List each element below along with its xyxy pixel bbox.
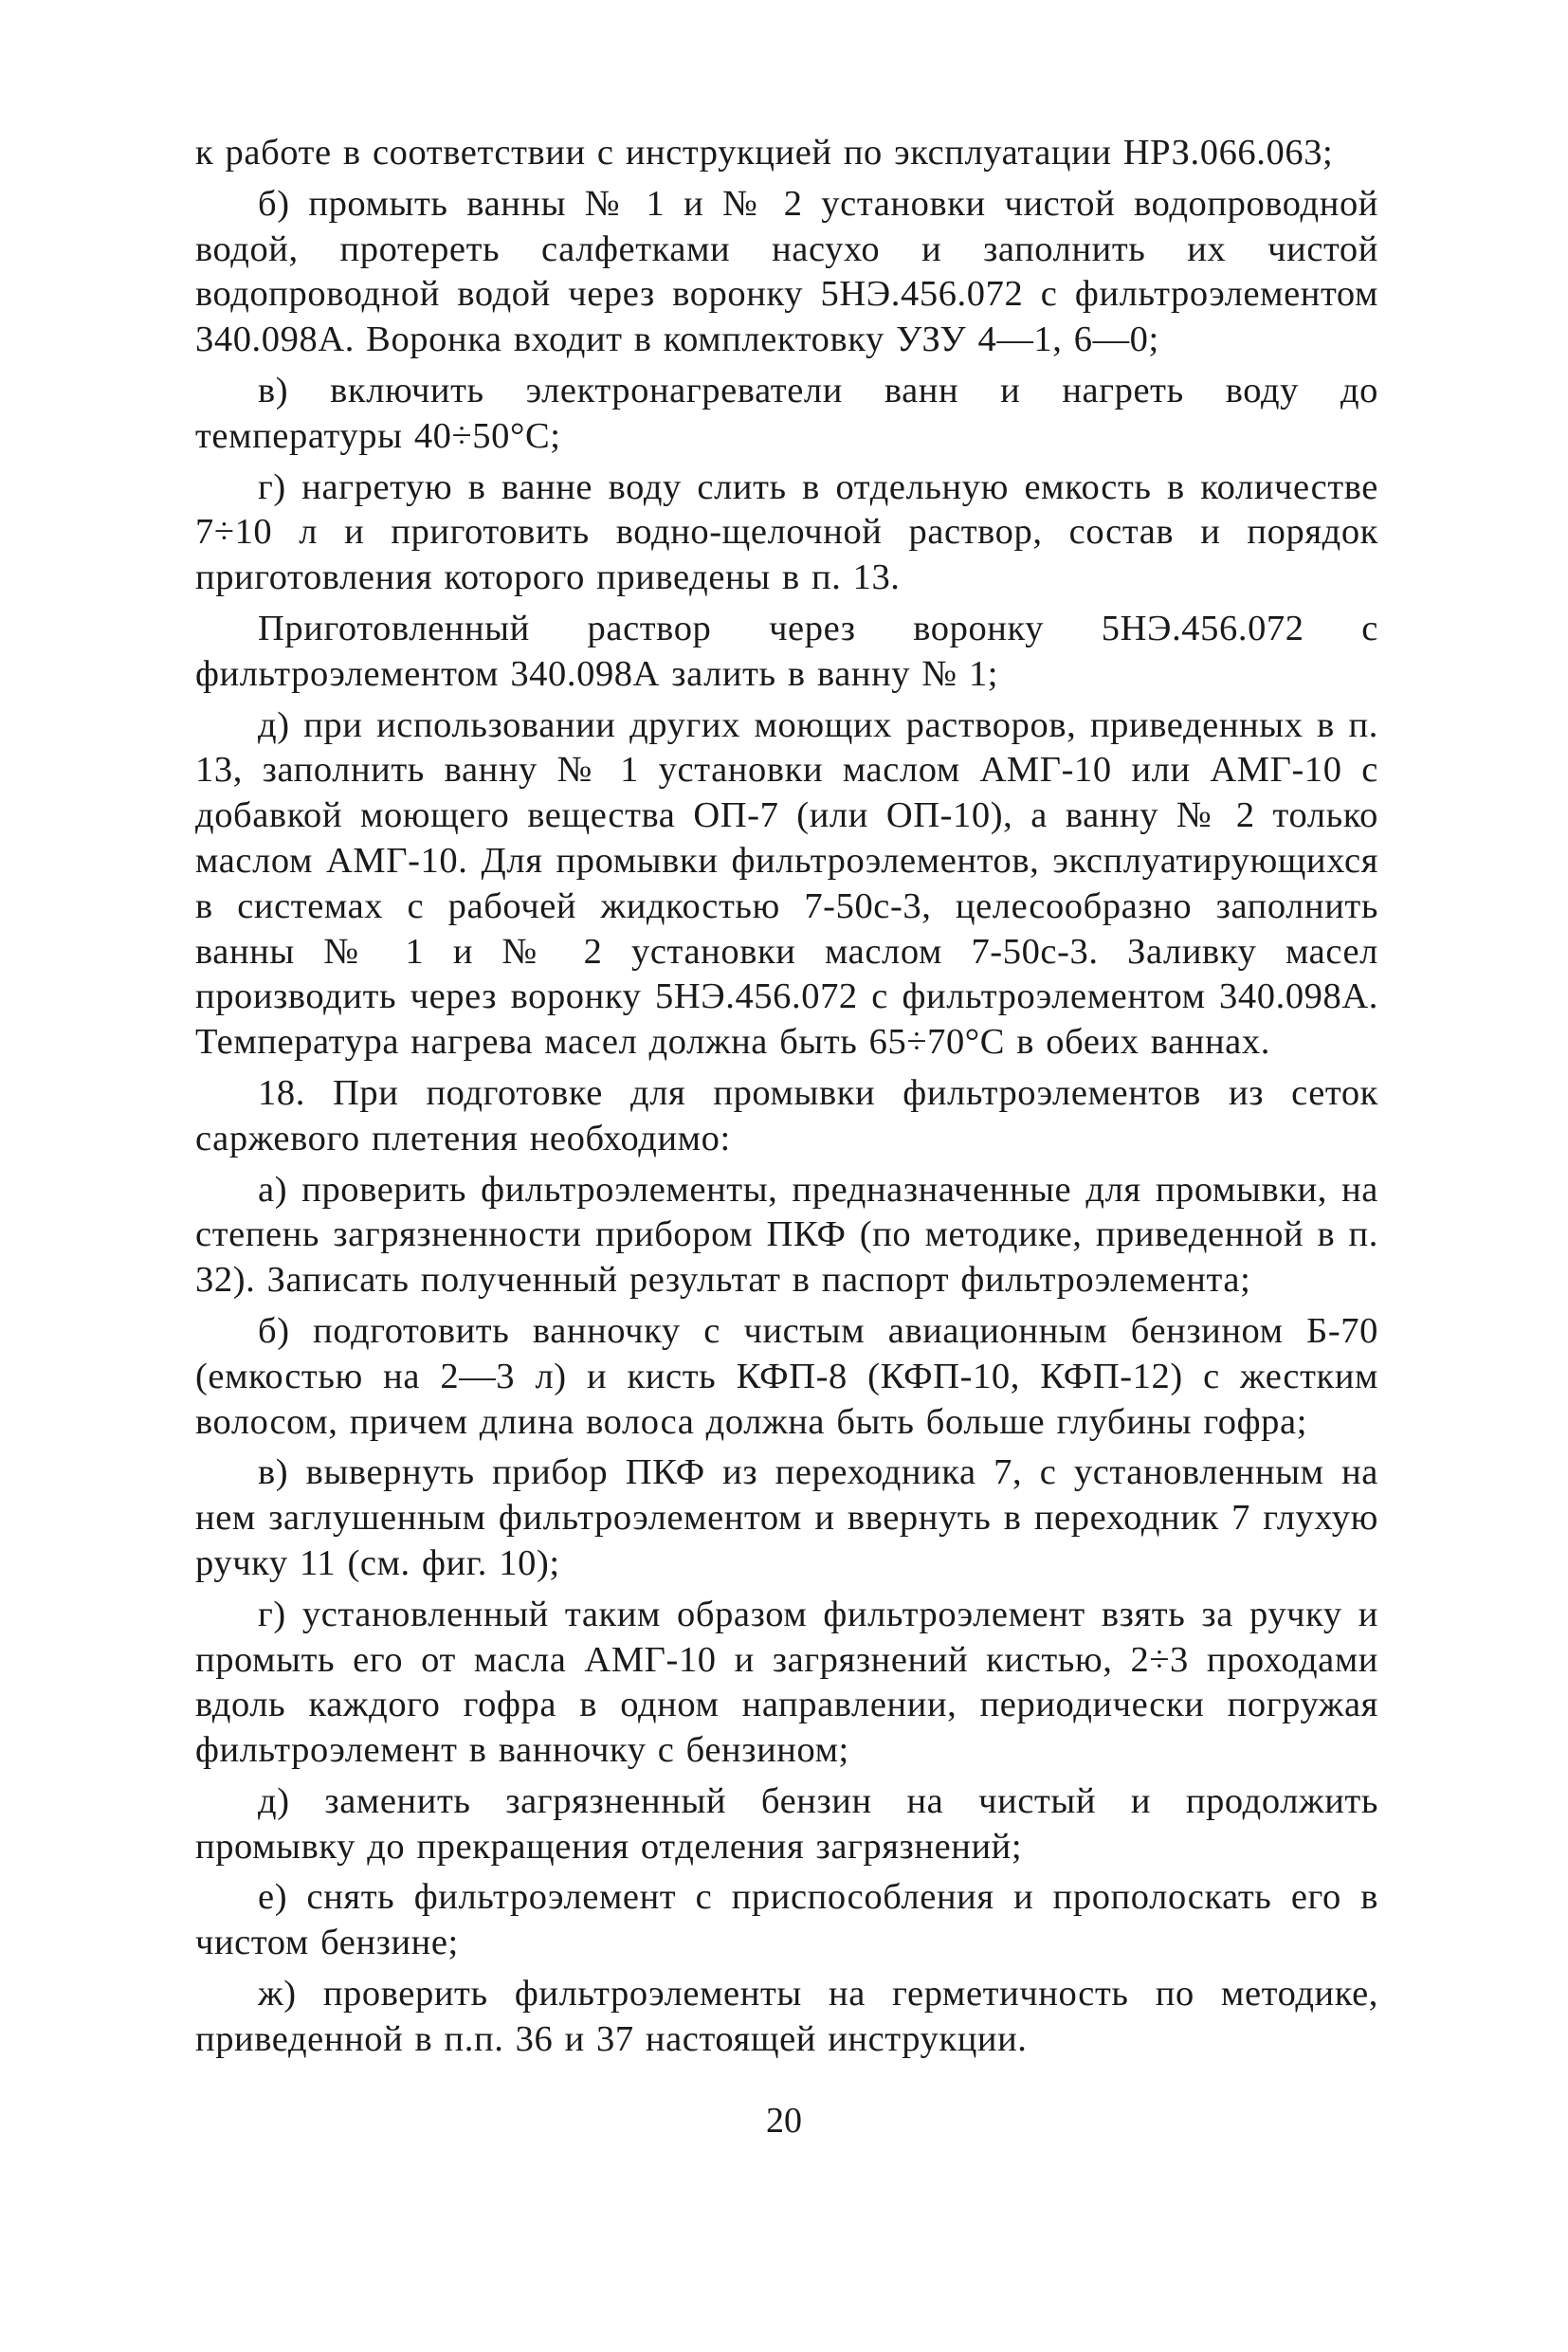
page-number: 20 xyxy=(766,2101,802,2141)
paragraph-1: к работе в соответствии с инструкцией по эксплуатации НРЗ.066.063; xyxy=(195,133,1334,173)
paragraph-11: г) установленный таким образом фильтроэлемент взять за ручку и промыть его от масла АМГ-10 и загрязнений кистью, 2÷3 проходами вдоль каждого гофра в одном направлении, периодически погружая фильтроэлемент в ванночку с бензином; xyxy=(195,1594,1378,1771)
paragraph-5: Приготовленный раствор через воронку 5НЭ.456.072 с фильтроэлементом 340.098А залить в ванну № 1; xyxy=(195,608,1378,694)
paragraph-9: б) подготовить ванночку с чистым авиационным бензином Б-70 (емкостью на 2—3 л) и кисть КФП-8 (КФП-10, КФП-12) с жестким волосом, причем длина волоса должна быть больше глубины гофра; xyxy=(195,1310,1378,1442)
document-page xyxy=(195,131,1378,2069)
paragraph-4: г) нагретую в ванне воду слить в отдельную емкость в количестве 7÷10 л и приготовить водно-щелочной раствор, состав и порядок приготовления которого приведены в п. 13. xyxy=(195,466,1378,598)
paragraph-2: б) промыть ванны № 1 и № 2 установки чистой водопроводной водой, протереть салфетками насухо и заполнить их чистой водопроводной водой через воронку 5НЭ.456.072 с фильтроэлементом 340.098А. Воронка входит в комплектовку УЗУ 4—1, 6—0; xyxy=(195,183,1378,360)
paragraph-12: д) заменить загрязненный бензин на чистый и продолжить промывку до прекращения отделения загрязнений; xyxy=(195,1780,1378,1867)
paragraph-7: 18. При подготовке для промывки фильтроэлементов из сеток саржевого плетения необходимо: xyxy=(195,1072,1378,1158)
paragraph-10: в) вывернуть прибор ПКФ из переходника 7, с установленным на нем заглушенным фильтроэлементом и ввернуть в переходник 7 глухую ручку 11 (см. фиг. 10); xyxy=(195,1452,1378,1583)
paragraph-8: а) проверить фильтроэлементы, предназначенные для промывки, на степень загрязненности прибором ПКФ (по методике, приведенной в п. 32). Записать полученный результат в паспорт фильтроэлемента; xyxy=(195,1169,1378,1301)
paragraph-3: в) включить электронагреватели ванн и нагреть воду до температуры 40÷50°С; xyxy=(195,370,1378,456)
paragraph-14: ж) проверить фильтроэлементы на герметичность по методике, приведенной в п.п. 36 и 37 настоящей инструкции. xyxy=(195,1974,1378,2059)
paragraph-13: е) снять фильтроэлемент с приспособления и прополоскать его в чистом бензине; xyxy=(195,1877,1378,1963)
paragraph-6: д) при использовании других моющих растворов, приведенных в п. 13, заполнить ванну № 1 установки маслом АМГ-10 или АМГ-10 с добавкой моющего вещества ОП-7 (или ОП-10), а ванну № 2 только маслом АМГ-10. Для промывки фильтроэлементов, эксплуатирующихся в системах с рабочей жидкостью 7-50с-3, целесообразно заполнить ванны № 1 и № 2 установки маслом 7-50с-3. Заливку масел производить через воронку 5НЭ.456.072 с фильтроэлементом 340.098А. Температура нагрева масел должна быть 65÷70°С в обеих ваннах. xyxy=(195,704,1378,1063)
